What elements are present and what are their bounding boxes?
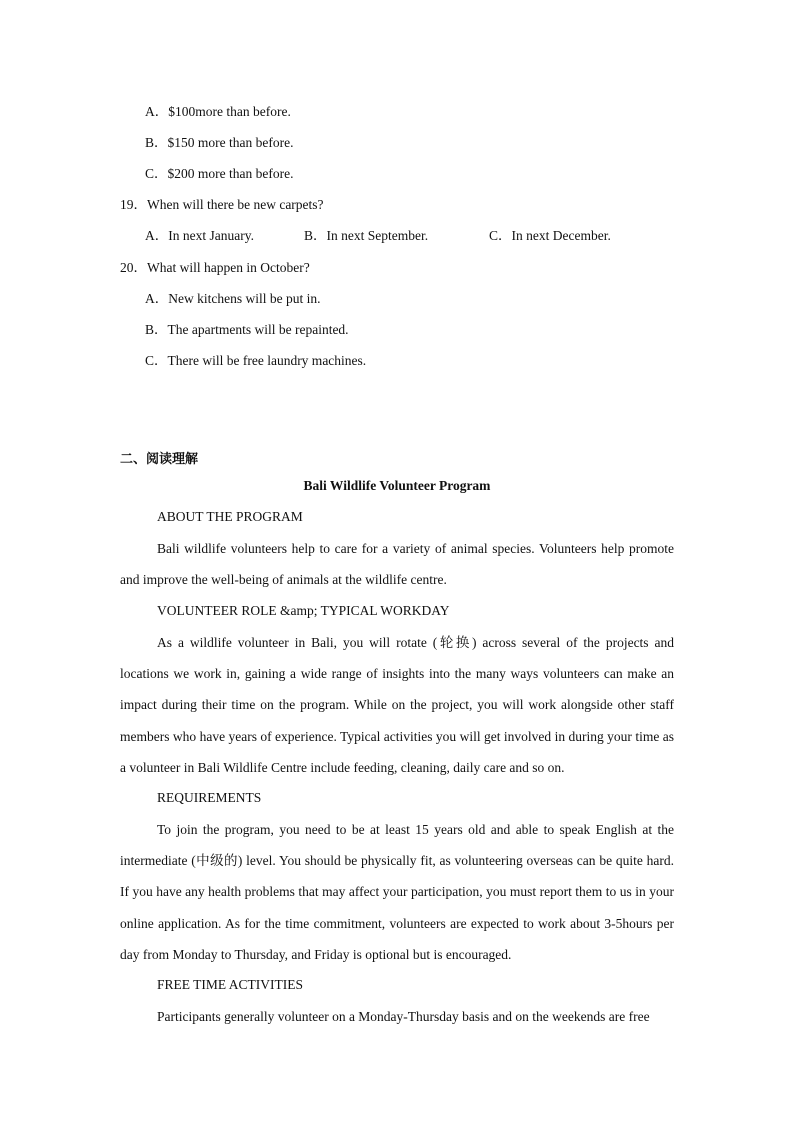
q18-option-a: A．$100more than before.: [145, 104, 291, 119]
free-time-text: Participants generally volunteer on a Monday-Thursday basis and on the weekends are free: [157, 1009, 650, 1024]
free-time-paragraph: [120, 1001, 674, 1032]
section-heading: 二、阅读理解: [120, 452, 199, 467]
role-heading: VOLUNTEER ROLE &amp; TYPICAL WORKDAY: [157, 603, 450, 618]
q18-option-c: C．$200 more than before.: [145, 166, 294, 181]
free-time-heading: FREE TIME ACTIVITIES: [157, 977, 303, 992]
passage-title: Bali Wildlife Volunteer Program: [303, 478, 491, 493]
requirements-heading: REQUIREMENTS: [157, 790, 262, 805]
about-text: Bali wildlife volunteers help to care for a variety of animal species. Volunteers help promote and improve the well-being of animals at the wildlife centre.: [120, 541, 674, 588]
q20-option-a: A．New kitchens will be put in.: [145, 291, 321, 306]
requirements-text: To join the program, you need to be at least 15 years old and able to speak English at the intermediate (中级的) level. You should be physically fit, as volunteering overseas can be quite hard. If you have any health problems that may affect your participation, you must report them to us in your online application. As for the time commitment, volunteers are expected to work about 3-5hours per day from Monday to Thursday, and Friday is optional but is encouraged.: [120, 822, 674, 962]
q20-option-c: C．There will be free laundry machines.: [145, 353, 367, 368]
role-text: As a wildlife volunteer in Bali, you will rotate (轮换) across several of the projects and locations we work in, gaining a wide range of insights into the many ways volunteers can make an impact during their time on the program. While on the project, you will work alongside other staff members who have years of experience. Typical activities you will get involved in during your time as a volunteer in Bali Wildlife Centre include feeding, cleaning, daily care and so on.: [120, 635, 674, 775]
q19-option-c: C．In next December.: [489, 228, 611, 243]
about-heading: ABOUT THE PROGRAM: [157, 509, 303, 524]
q18-option-b: B．$150 more than before.: [145, 135, 294, 150]
requirements-paragraph: [120, 814, 674, 970]
role-paragraph: [120, 627, 674, 783]
about-paragraph: [120, 533, 674, 595]
question-19: 19．When will there be new carpets?: [120, 197, 324, 212]
q20-option-b: B．The apartments will be repainted.: [145, 322, 349, 337]
q19-option-b: B．In next September.: [304, 228, 429, 243]
q19-option-a: A．In next January.: [145, 228, 254, 243]
question-20: 20．What will happen in October?: [120, 260, 310, 275]
